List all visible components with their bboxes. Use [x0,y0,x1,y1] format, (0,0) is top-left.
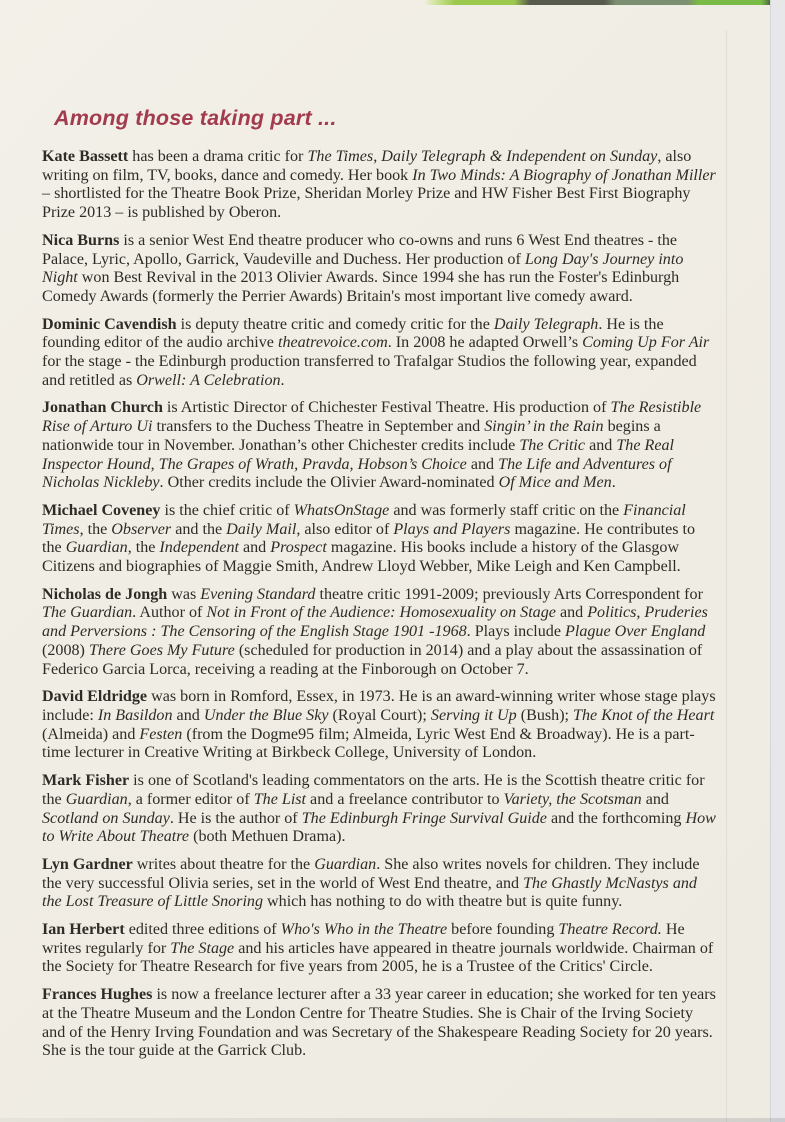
bio-publication-title: Evening Standard [200,585,316,603]
bio-text: edited three editions of [124,921,281,939]
bio-person-name: Nicholas de Jongh [42,585,168,603]
bio-publication-title: Not in Front of the Audience: Homosexuality on Stage [206,604,556,622]
bio-publication-title: Long Day's Journey into Night [42,250,684,287]
bio-publication-title: Daily Mail [226,520,297,538]
bio-text: is a senior West End theatre producer who co-owns and runs 6 West End theatres - the Palace, Lyric, Apollo, Garrick, Vaudeville and Duchess. Her production of [42,231,678,268]
bio-text: (2008) [42,641,89,659]
bio-text: , a former editor of [127,790,254,808]
bio-paragraph [42,232,718,307]
bio-publication-title: The Stage [170,939,235,957]
bio-publication-title: Who's Who in the Theatre [280,921,448,939]
bio-text: was born in Romford, Essex, in 1973. He is an award-winning writer whose stage plays include: [42,688,716,724]
bio-text: . [280,371,285,389]
bio-text: is now a freelance lecturer after a 33 year career in education; she worked for ten years at the Theatre Museum and the London Centre for Theatre Studies. She is Chair of the Irving Society and of the Henry Irving Foundation and was Secretary of the Shakespeare Reading Society for 20 years. She is the tour guide at the Garrick Club. [42,986,716,1060]
bio-text: and a freelance contributor to [306,790,504,808]
bio-text: was [167,585,201,603]
bio-person-name: Kate Bassett [42,148,129,165]
page-title: Among those taking part ... [54,106,337,130]
bio-text: , the [127,539,160,557]
bio-publication-title: Daily Telegraph & Independent on Sunday [381,148,658,165]
bio-text: – shortlisted for the Theatre Book Prize, Sheridan Morley Prize and HW Fisher Best First Biography Prize 2013 – is published by Oberon. [42,185,691,222]
bio-text: . [611,474,616,492]
bio-publication-title: WhatsOnStage [293,501,390,519]
bio-publication-title: The Life and Adventures of Nicholas Nickleby [42,455,672,492]
bio-paragraph [42,586,718,680]
bio-publication-title: There Goes My Future [88,641,235,659]
bio-publication-title: The Real Inspector Hound, The Grapes of Wrath, Pravda, Hobson’s Choice [42,436,675,473]
bio-text: and the [171,520,227,538]
bio-person-name: Nica Burns [42,231,120,249]
bio-paragraph [42,856,718,912]
bio-text: and the forthcoming [546,809,686,827]
bio-text: . In 2008 he adapted Orwell’s [387,334,583,352]
bio-text: (both Methuen Drama). [189,828,346,846]
bio-text: , the [79,520,112,538]
bio-publication-title: The List [253,790,307,808]
bio-text: and [172,706,204,724]
bio-paragraph [42,502,718,577]
bio-text: transfers to the Duchess Theatre in September and [152,418,485,436]
bio-publication-title: Under the Blue Sky [203,706,329,724]
bio-publication-title: Daily Telegraph [493,315,599,333]
bio-text: He writes regularly for [42,921,685,957]
bio-text: and [641,790,669,808]
bio-text: , also writing on film, TV, books, dance and comedy. Her book [42,148,692,184]
bio-publication-title: Prospect [270,539,327,557]
scan-bottom-shade-artifact [0,1118,785,1122]
bio-publication-title: Festen [139,725,183,743]
bio-publication-title: In Two Minds: A Biography of Jonathan Miller [412,166,716,184]
bio-text: is one of Scotland's leading commentators on the arts. He is the Scottish theatre critic for the [42,772,705,808]
bio-paragraph [42,688,718,763]
bio-publication-title: The Resistible Rise of Arturo Ui [42,399,702,436]
bio-paragraph [42,986,718,1061]
bio-text: won Best Revival in the 2013 Olivier Awards. Since 1994 she has run the Foster's Edinburgh Comedy Awards (formerly the Perrier Awards) Britain's most important live comedy award. [42,269,680,305]
bio-publication-title: Guardian [314,855,377,873]
bio-person-name: Lyn Gardner [42,855,133,873]
bio-publication-title: Observer [111,520,172,538]
bio-text: (Royal Court); [328,706,431,724]
bio-text: . Author of [132,604,207,622]
bio-publication-title: Independent [159,539,239,557]
bio-text: , also editor of [296,520,394,538]
bio-person-name: Ian Herbert [42,921,125,939]
bio-paragraph [42,921,718,977]
bio-text: . Other credits include the Olivier Award-nominated [159,474,499,492]
bio-publication-title: Orwell: A Celebration [136,371,281,389]
bio-paragraph [42,399,718,493]
bio-publication-title: The Ghastly McNastys and the Lost Treasure of Little Snoring [42,874,697,911]
bio-text: . Plays include [466,623,566,641]
bio-publication-title: theatrevoice.com [277,334,388,352]
bio-publication-title: The Edinburgh Fringe Survival Guide [301,809,547,827]
bio-text: (Almeida) and [42,725,140,743]
bio-text: and his articles have appeared in theatre journals worldwide. Chairman of the Society for Theatre Research for five years from 2005, he is a Trustee of the Critics' Circle. [42,939,714,976]
bio-person-name: Dominic Cavendish [42,315,177,333]
bio-list [42,148,718,1061]
bio-person-name: Mark Fisher [42,772,130,790]
bio-text: (scheduled for production in 2014) and a play about the assassination of Federico Garcia Lorca, receiving a reading at the Finborough on October 7. [42,641,703,678]
bio-text: . She also writes novels for children. They include the very successful Olivia series, set in the world of West End theatre, and [42,855,700,892]
bio-text: is Artistic Director of Chichester Festival Theatre. His production of [162,399,611,417]
bio-text: writes about theatre for the [132,855,315,873]
scan-page-edge [770,0,785,1122]
bio-text: and [466,455,499,473]
bio-publication-title: Of Mice and Men [498,474,612,492]
bio-publication-title: Financial Times [42,501,686,538]
bio-text: before founding [447,921,559,939]
bio-person-name: Frances Hughes [42,986,153,1004]
bio-publication-title: Coming Up For Air [582,334,710,352]
bio-publication-title: The Times [307,148,374,165]
bio-text: (Bush); [516,706,574,724]
scan-vertical-line-artifact [726,30,727,1122]
bio-text: and [585,436,617,454]
bio-publication-title: How to Write About Theatre [42,809,716,846]
bio-text: theatre critic 1991-2009; previously Arts Correspondent for [315,585,703,603]
bio-person-name: Jonathan Church [42,399,163,417]
bio-text: and [555,604,588,622]
bio-text: and was formerly staff critic on the [389,501,624,519]
bio-text: is the chief critic of [160,501,294,519]
bio-paragraph [42,148,718,223]
bio-text: begins a nationwide tour in November. Jonathan’s other Chichester credits include [42,418,661,454]
bio-text: magazine. He contributes to the [42,520,696,557]
bio-text: . He is the author of [169,809,302,827]
scan-top-stripe-artifact [0,0,785,5]
bio-publication-title: Scotland on Sunday [42,809,170,827]
bio-text: is deputy theatre critic and comedy critic for the [176,315,494,333]
bio-publication-title: Plague Over England [565,623,706,641]
bio-text: magazine. His books include a history of the Glasgow Citizens and biographies of Maggie Smith, Andrew Lloyd Webber, Mike Leigh and Ken Campbell. [42,539,681,576]
bio-text: has been a drama critic for [128,148,308,165]
bio-publication-title: The Knot of the Heart [573,706,715,724]
bio-text: and [238,539,271,557]
bio-publication-title: Guardian [65,539,128,557]
bio-publication-title: Politics, Pruderies and Perversions : The Censoring of the English Stage 1901 -1968 [42,604,708,641]
bio-publication-title: Singin’ in the Rain [484,418,604,436]
bio-publication-title: Plays and Players [393,520,511,538]
bio-person-name: David Eldridge [42,688,148,706]
bio-publication-title: Variety, the Scotsman [503,790,642,808]
bio-text: for the stage - the Edinburgh production transferred to Trafalgar Studios the following year, expanded and retitled as [42,353,697,389]
bio-publication-title: In Basildon [97,706,173,724]
bio-publication-title: Guardian [65,790,128,808]
bio-text: which has nothing to do with theatre but is quite funny. [263,893,623,911]
bio-text: . He is the founding editor of the audio archive [42,315,664,352]
bio-publication-title: The Critic [519,436,586,454]
bio-publication-title: Theatre Record. [558,921,662,939]
page-content [42,106,718,1070]
bio-paragraph [42,316,718,391]
bio-publication-title: The Guardian [42,604,133,622]
bio-publication-title: Serving it Up [430,706,517,724]
bio-text: , [373,148,382,165]
bio-text: (from the Dogme95 film; Almeida, Lyric West End & Broadway). He is a part-time lecturer in Creative Writing at Birkbeck College, University of London. [42,725,695,762]
bio-person-name: Michael Coveney [42,501,161,519]
bio-paragraph [42,772,718,847]
